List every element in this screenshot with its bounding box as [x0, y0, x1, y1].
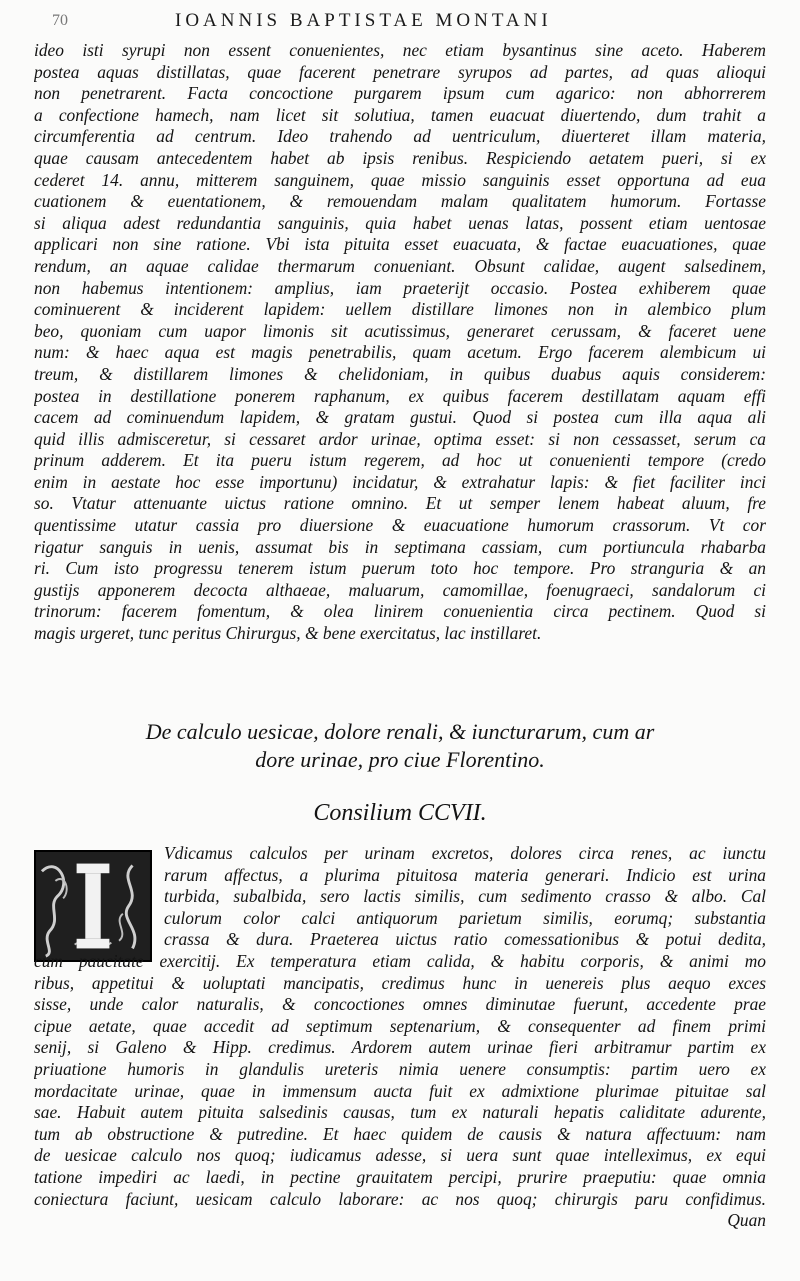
- text-line: cominuerent & inciderent lapidem: uellem distillare limones non in alembico plum: [34, 299, 766, 320]
- text-line: ri. Cum isto progressu tenerem istum puerum toto hoc tempore. Pro stranguria & an: [34, 558, 766, 579]
- running-head: IOANNIS BAPTISTAE MONTANI: [175, 10, 552, 31]
- text-line: prinum adderem. Et ita pueru istum regerem, ad hoc ut conuenienti tempore (credo: [34, 450, 766, 471]
- text-line: so. Vtatur attenuante uictus ratione omnino. Et ut semper lenem habeat aluum, fre: [34, 493, 766, 514]
- text-line: cuationem & euentationem, & remouendam malam qualitatem humorum. Fortasse: [34, 191, 766, 212]
- text-line: Vdicamus calculos per urinam excretos, dolores circa renes, ac iunctu: [164, 843, 766, 863]
- text-line: quid illis admisceretur, si cessaret ardor urinae, optima esset: si non cessasset, serum ca: [34, 428, 766, 449]
- text-line: tum ab obstructione & putredine. Et haec quidem de causis & natura affectuum: nam: [34, 1123, 766, 1144]
- text-line: turbida, subalbida, sero lactis similis, cum sedimento crasso & albo. Cal: [164, 886, 766, 907]
- text-line: rendum, an aquae calidae thermarum conueniant. Obsunt calidae, augent salsedinem,: [34, 255, 766, 276]
- text-line: postea aquas distillatas, quae facerent penetrare syrupos ad partes, ad quas alioqui: [34, 61, 766, 82]
- text-line: si aliqua adest redundantia sanguinis, quia habet uenas latas, possent etiam uentosae: [34, 212, 766, 233]
- text-line: non penetrarent. Facta concoctione purgarem ipsum cum agarico: non abhorrerem: [34, 83, 766, 104]
- text-line: culorum color calci antiquorum parietum similis, eorumq; substantia: [164, 907, 766, 928]
- text-line: magis urgeret, tunc peritus Chirurgus, & bene exercitatus, lac instillaret.: [34, 623, 542, 644]
- catchword: Quan: [727, 1210, 766, 1231]
- text-line: cipue aetate, quae accedit ad septimum septenarium, & consequenter ad finem primi: [34, 1015, 766, 1036]
- text-line: priuatione humoris in glandulis ureteris nimia uenere consumptis: partim uero ex: [34, 1058, 766, 1079]
- text-line: senij, si Galeno & Hipp. credimus. Ardorem autem urinae fieri arbitramur partim ex: [34, 1037, 766, 1058]
- text-line: circumferentia ad centrum. Ideo trahendo ad uentriculum, diuerteret illam materia,: [34, 126, 766, 147]
- text-line: trinorum: facerem fomentum, & olea linirem conuenientia circa pectinem. Quod si: [34, 601, 766, 622]
- text-line: cederet 14. annu, mitterem sanguinem, quae missio sanguinis esset opportuna ad eua: [34, 169, 766, 190]
- text-line: de uesicae calculo nos quoq; iudicamus adesse, si uera sunt quae intelleximus, ex equi: [34, 1145, 766, 1166]
- text-line: ideo isti syrupi non essent conuenientes, nec etiam bysantinus sine aceto. Haberem: [34, 40, 766, 60]
- text-line: beo, quoniam cum uapor limonis sit acutissimus, generaret cerussam, & faceret uene: [34, 320, 766, 341]
- text-line: quentissime utatur cassia pro diuersione & euacuatione humorum crassorum. Vt cor: [34, 515, 766, 536]
- text-line: sisse, unde calor naturalis, & concoctiones omnes diminutae fuerunt, accedente prae: [34, 994, 766, 1015]
- bottom-text-block: [34, 843, 766, 1232]
- text-line: quae causam antecedentem habet ab ipsis renibus. Respiciendo aetatem pueri, si ex: [34, 147, 766, 168]
- section-heading-line-1: De calculo uesicae, dolore renali, & iuncturarum, cum ar: [145, 719, 655, 744]
- section-heading: [34, 718, 766, 774]
- text-line: ribus, appetitui & uoluptati mancipatis, credimus hunc in uenereis plus aequo exces: [34, 972, 766, 993]
- text-line: coniectura faciunt, uesicam calculo laborare: ac nos quoq; chirurgis paru confidimus.: [34, 1188, 766, 1209]
- text-line: sae. Habuit autem pituita salsedinis causas, tum ex naturali hepatis caliditate adurente,: [34, 1102, 766, 1123]
- text-line: enim in aestate hoc esse importunu) incidatur, & extrahatur lapis: & fiet faciliter inci: [34, 471, 766, 492]
- section-heading-line-2: dore urinae, pro ciue Florentino.: [255, 747, 545, 772]
- page-header: [0, 4, 800, 38]
- text-line: tatione impediri ac laedi, in pectine grauitatem percipi, prurire praeputiu: quae omnia: [34, 1166, 766, 1187]
- text-line: cum paucitate exercitij. Ex temperatura etiam calida, & habitu corporis, & animi mo: [34, 950, 766, 971]
- text-line: postea in destillatione ponerem raphanum, ex quibus facerem destillatam aquam effi: [34, 385, 766, 406]
- folio-mark: 70: [52, 12, 68, 29]
- text-line: cacem ad cominuendum lapidem, & gratam gustui. Quod si postea cum illa aqua ali: [34, 407, 766, 428]
- text-line: non habemus intentionem: amplius, iam praeterijt occasio. Postea exhiberem quae: [34, 277, 766, 298]
- text-line: applicari non sine ratione. Vbi ista pituita esset euacuata, & factae euacuationes, quae: [34, 234, 766, 255]
- text-line: gustijs apponerem decocta althaeae, maluarum, camomillae, foenugraeci, sandalorum ci: [34, 579, 766, 600]
- text-line: mordacitate urinae, quae in immensum aucta fuit ex admixtione plurimae pituitae sal: [34, 1080, 766, 1101]
- top-text-block: [34, 40, 766, 645]
- text-line: crassa & dura. Praeterea uictus ratio comessationibus & potui dedita,: [164, 929, 766, 950]
- text-line: a confectione hamech, nam licet sit solutiua, tamen euacuat diuertendo, dum trahit a: [34, 104, 766, 125]
- text-line: treum, & distillarem limones & chelidoniam, in quibus duabus aquis considerem:: [34, 363, 766, 384]
- text-line: rigatur sanguis in uenis, assumat bis in septimana cassiam, cum portiuncula rhabarba: [34, 536, 766, 557]
- consilium-title: Consilium CCVII.: [313, 800, 487, 826]
- text-line: rarum affectus, a plurima pituitosa materia generari. Indicio est urina: [164, 864, 766, 885]
- text-line: num: & haec aqua est magis penetrabilis, quam acetum. Ergo facerem alembicum ui: [34, 342, 766, 363]
